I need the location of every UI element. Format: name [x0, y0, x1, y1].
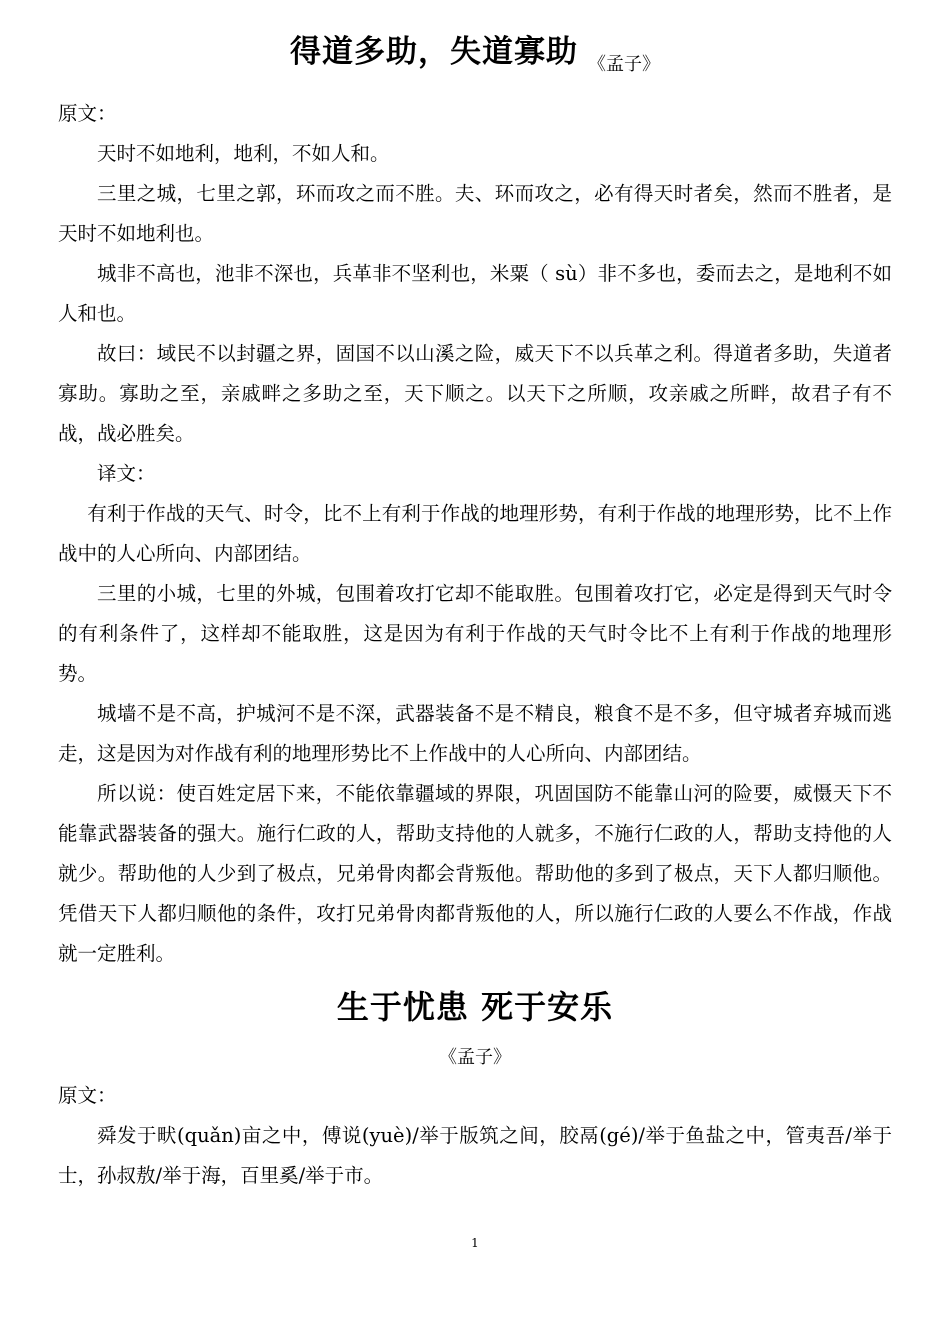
section1-original-para: 三里之城，七里之郭，环而攻之而不胜。夫、环而攻之，必有得天时者矣，然而不胜者，是天时不如地利也。 — [58, 182, 892, 245]
section1-translation-para: 三里的小城，七里的外城，包围着攻打它却不能取胜。包围着攻打它，必定是得到天气时令的有利条件了，这样却不能取胜，这是因为有利于作战的天气时令比不上有利于作战的地理形势。 — [58, 582, 892, 685]
section1-source: 《孟子》 — [588, 54, 660, 75]
section1-heading — [0, 26, 950, 75]
page-number: 1 — [471, 1236, 479, 1250]
section2-original-para: 舜发于畎(quǎn)亩之中，傅说(yuè)/举于版筑之间，胶鬲(gé)/举于鱼盐之中，管夷吾/举于士，孙叔敖/举于海，百里奚/举于市。 — [58, 1124, 892, 1187]
section1-body — [58, 94, 892, 974]
section2-title: 生于忧患 死于安乐 — [336, 988, 614, 1026]
section1-title: 得道多助，失道寡助 — [290, 34, 578, 70]
section2-body — [58, 1076, 892, 1196]
section1-translation-label: 译文： — [97, 462, 156, 485]
section1-original-para: 城非不高也，池非不深也，兵革非不坚利也，米粟（ sù）非不多也，委而去之，是地利不如人和也。 — [58, 262, 892, 325]
section1-original-label: 原文： — [58, 102, 117, 125]
section2-source: 《孟子》 — [439, 1047, 511, 1068]
section1-original-para: 天时不如地利，地利，不如人和。 — [97, 142, 390, 165]
section1-translation-para: 城墙不是不高，护城河不是不深，武器装备不是不精良，粮食不是不多，但守城者弃城而逃走，这是因为对作战有利的地理形势比不上作战中的人心所向、内部团结。 — [58, 702, 892, 765]
section1-translation-para: 有利于作战的天气、时令，比不上有利于作战的地理形势，有利于作战的地理形势，比不上作战中的人心所向、内部团结。 — [58, 502, 892, 565]
section1-translation-para: 所以说：使百姓定居下来，不能依靠疆域的界限，巩固国防不能靠山河的险要，威慑天下不能靠武器装备的强大。施行仁政的人，帮助支持他的人就多，不施行仁政的人，帮助支持他的人就少。帮助他的人少到了极点，兄弟骨肉都会背叛他。帮助他的多到了极点，天下人都归顺他。凭借天下人都归顺他的条件，攻打兄弟骨肉都背叛他的人，所以施行仁政的人要么不作战，作战就一定胜利。 — [58, 782, 892, 965]
section2-original-label: 原文： — [58, 1084, 117, 1107]
section1-original-para: 故曰：域民不以封疆之界，固国不以山溪之险，威天下不以兵革之利。得道者多助，失道者寡助。寡助之至，亲戚畔之多助之至，天下顺之。以天下之所顺，攻亲戚之所畔，故君子有不战，战必胜矣。 — [58, 342, 892, 445]
